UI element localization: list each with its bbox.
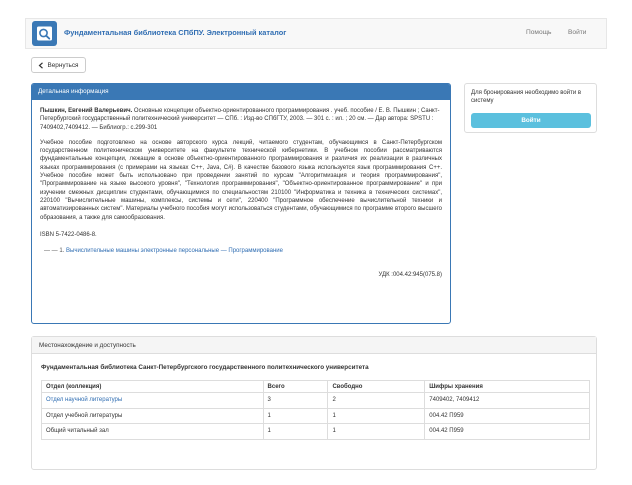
navbar [25, 18, 607, 49]
total-cell: 1 [263, 424, 328, 440]
column-header-available: Свободно [328, 381, 425, 393]
table-row [42, 393, 590, 409]
available-cell: 2 [328, 393, 425, 409]
available-cell: 1 [328, 424, 425, 440]
table-row [42, 408, 590, 424]
isbn: ISBN 5-7422-0486-8. [40, 231, 97, 238]
booking-login-button[interactable]: Войти [471, 113, 591, 128]
back-button-label: Вернуться [47, 61, 79, 69]
shelfmark-cell: 004.42 П959 [425, 424, 590, 440]
department-link[interactable]: Отдел научной литературы [46, 397, 123, 404]
department-cell: Общий читальный зал [42, 424, 264, 440]
subject-link[interactable]: Вычислительные машины электронные персональные — Программирование [66, 248, 283, 255]
column-header-shelfmarks: Шифры хранения [425, 381, 590, 393]
library-name: Фундаментальная библиотека Санкт-Петербургского государственного политехнического университета [41, 364, 369, 371]
back-button[interactable] [31, 57, 86, 73]
shelfmark-cell: 7409402, 7409412 [425, 393, 590, 409]
catalog-logo-icon[interactable] [32, 21, 57, 46]
department-cell [42, 393, 264, 409]
booking-panel [464, 83, 597, 133]
author-name: Пышкин, Евгений Валерьевич. [40, 108, 133, 114]
subject-prefix: — — 1. [44, 248, 65, 255]
column-header-total: Всего [263, 381, 328, 393]
help-link[interactable]: Помощь [526, 29, 552, 36]
location-panel [31, 336, 597, 470]
location-panel-heading: Местонахождение и доступность [32, 337, 596, 354]
booking-text: Для бронирования необходимо войти в систему [471, 90, 582, 104]
udk-code: УДК :004.42:945(075.8) [378, 272, 442, 279]
holdings-table [41, 380, 590, 440]
site-title[interactable]: Фундаментальная библиотека СПбПУ. Электронный каталог [64, 28, 287, 37]
total-cell: 1 [263, 408, 328, 424]
column-header-department: Отдел (коллекция) [42, 381, 264, 393]
total-cell: 3 [263, 393, 328, 409]
bibliographic-record [40, 107, 442, 132]
detail-panel-heading: Детальная информация [32, 84, 450, 100]
department-cell: Отдел учебной литературы [42, 408, 264, 424]
table-row [42, 424, 590, 440]
login-link[interactable]: Войти [568, 29, 587, 36]
subject-heading [40, 247, 442, 255]
detail-panel [31, 83, 451, 324]
detail-panel-body [32, 100, 450, 287]
annotation-text: Учебное пособие подготовлено на основе авторского курса лекций, читаемого студентам, обучающимся в Санкт-Петербургском государственном политехническом университете на факультете технической кибернетики. В учебном пособии рассматриваются фундаментальные концепции, лежащие в основе объектно-ориентированного программирования и различия их реализации в различных языках программирования (с примерами на языках C++, Java, C#). В качестве базового языка используется язык программирования C++. Учебное пособие может быть использовано при проведении занятий по курсам "Алгоритмизация и теория программирования", "Программирование на языке высокого уровня", "Технология программирования", "Объектно-ориентированное программирование" и при изучении смежных дисциплин студентами, обучающимися по специальностям 210100 "Информатика и техника в технических системах", 220100 "Вычислительные машины, комплексы, системы и сети", 220400 "Программное обеспечение вычислительной техники и автоматизированных систем". Материалы учебного пособия могут использоваться студентами, обучающимися по программе второго высшего образования, а также для самообразования. [40, 139, 442, 221]
shelfmark-cell: 004.42 П959 [425, 408, 590, 424]
chevron-left-icon [38, 62, 44, 69]
bibliographic-description: Основные концепции объектно-ориентированного программирования . учеб. пособие / Е. В. Пышкин ; Санкт-Петербургский государственный политехнический университет — СПб. : Изд-во СПбГТУ, 2003. — 301 с. : ил. ; 20 см. — Дар автора: SPSTU : 7409402,7409412. — Библиогр.: с.299-301 [40, 108, 440, 131]
available-cell: 1 [328, 408, 425, 424]
holdings-header-row [42, 381, 590, 393]
